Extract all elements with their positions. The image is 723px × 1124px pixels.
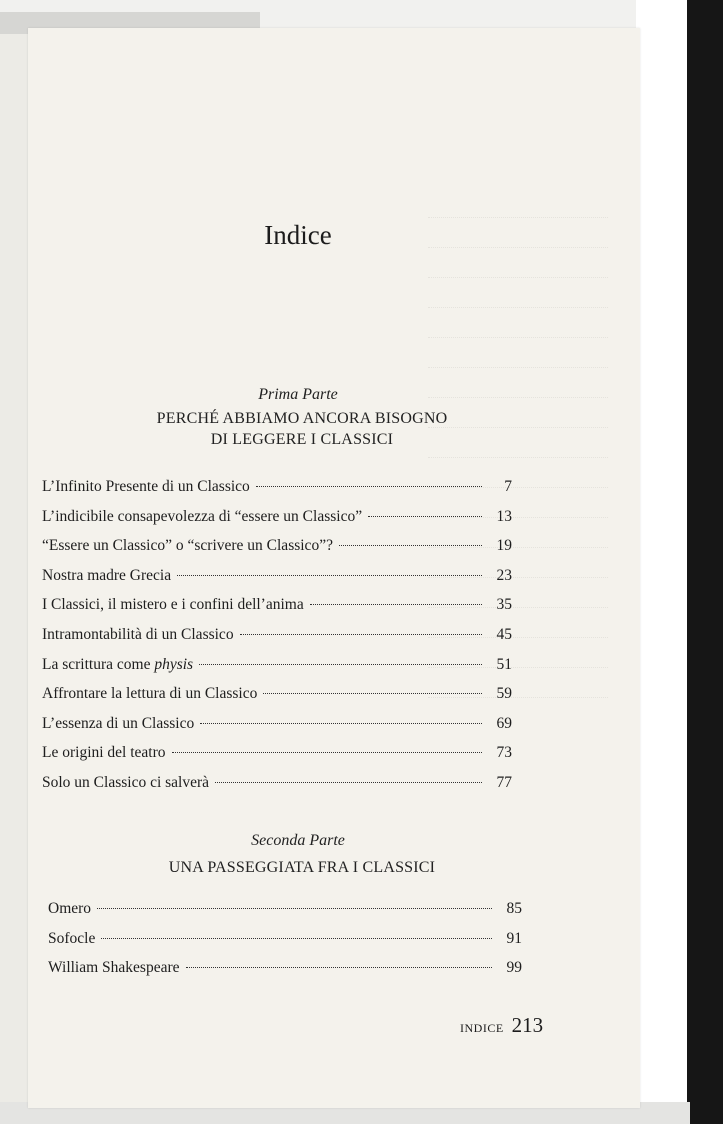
- toc-entry-page: 73: [496, 744, 512, 762]
- toc-entry[interactable]: [42, 478, 512, 508]
- part-one-heading-line-2: DI LEGGERE I CLASSICI: [210, 431, 394, 448]
- toc-entry-title: Affrontare la lettura di un Classico: [42, 685, 258, 703]
- scanner-white-margin: [636, 0, 688, 1124]
- toc-entry-page: 51: [496, 655, 512, 673]
- part-one-heading-line-1: PERCHÉ ABBIAMO ANCORA BISOGNO: [156, 410, 448, 427]
- part-one-heading: [28, 408, 576, 450]
- part-two-heading-line-1: UNA PASSEGGIATA FRA I CLASSICI: [168, 859, 436, 876]
- dot-leader: [97, 908, 492, 909]
- dot-leader: [215, 782, 482, 783]
- toc-entry-title: Solo un Classico ci salverà: [42, 773, 210, 791]
- toc-entry[interactable]: [42, 508, 512, 538]
- toc-entry-page: 45: [496, 625, 512, 643]
- toc-entry[interactable]: [48, 930, 522, 960]
- book-page: [28, 28, 640, 1108]
- toc-entry-title: L’essenza di un Classico: [42, 714, 195, 732]
- footer-section-label: INDICE: [460, 1021, 504, 1035]
- dot-leader: [199, 664, 482, 665]
- toc-entry-title: William Shakespeare: [48, 959, 180, 977]
- dot-leader: [177, 575, 482, 576]
- toc-entry-page: 19: [496, 537, 512, 555]
- toc-entry-title: I Classici, il mistero e i confini dell’anima: [42, 596, 304, 614]
- part-one-label: Prima Parte: [258, 386, 338, 403]
- toc-entry-page: 91: [506, 929, 522, 947]
- toc-entry[interactable]: [42, 567, 512, 597]
- scanner-dark-edge: [687, 0, 723, 1124]
- dot-leader: [263, 693, 482, 694]
- toc-entry-title-roman: La scrittura come: [42, 655, 151, 673]
- toc-entry-title: Intramontabilità di un Classico: [42, 625, 234, 643]
- toc-entry[interactable]: [42, 656, 512, 686]
- toc-entry[interactable]: [42, 537, 512, 567]
- footer-page-number: 213: [511, 1013, 544, 1037]
- toc-entry-page: 69: [496, 714, 512, 732]
- toc-entry-page: 99: [506, 959, 522, 977]
- dot-leader: [186, 967, 492, 968]
- dot-leader: [339, 545, 482, 546]
- toc-entry-title: [42, 656, 193, 674]
- toc-entry[interactable]: [42, 715, 512, 745]
- toc-entry[interactable]: [42, 596, 512, 626]
- dot-leader: [172, 752, 482, 753]
- toc-entry-page: 35: [496, 596, 512, 614]
- dot-leader: [310, 604, 482, 605]
- toc-entry-title: L’indicibile consapevolezza di “essere un Classico”: [42, 507, 363, 525]
- part-two-toc-list: [48, 900, 522, 989]
- part-one-toc-list: [42, 478, 512, 804]
- toc-entry-page: 85: [506, 900, 522, 917]
- part-two-label: Seconda Parte: [251, 832, 345, 849]
- dot-leader: [256, 486, 482, 487]
- dot-leader: [101, 938, 492, 939]
- toc-entry-page: 77: [496, 773, 512, 791]
- toc-entry-title: Sofocle: [48, 929, 96, 947]
- page-footer: [460, 1013, 543, 1038]
- toc-entry-title-italic: physis: [154, 655, 194, 673]
- toc-entry[interactable]: [42, 685, 512, 715]
- toc-entry-page: 59: [496, 685, 512, 703]
- toc-entry-title: “Essere un Classico” o “scrivere un Classico”?: [42, 537, 333, 555]
- toc-entry-title: Nostra madre Grecia: [42, 566, 172, 584]
- part-two-heading: [28, 857, 576, 878]
- toc-entry[interactable]: [42, 774, 512, 804]
- toc-entry[interactable]: [42, 626, 512, 656]
- toc-entry-title: L’Infinito Presente di un Classico: [42, 478, 250, 495]
- toc-entry-page: 7: [504, 478, 512, 495]
- toc-entry-page: 13: [496, 507, 512, 525]
- toc-entry-page: 23: [496, 566, 512, 584]
- toc-entry[interactable]: [48, 900, 522, 930]
- toc-entry-title: Omero: [48, 900, 92, 917]
- toc-entry[interactable]: [48, 959, 522, 989]
- page-title: Indice: [264, 220, 332, 250]
- dot-leader: [368, 516, 482, 517]
- dot-leader: [240, 634, 482, 635]
- toc-entry-title: Le origini del teatro: [42, 744, 166, 762]
- toc-entry[interactable]: [42, 744, 512, 774]
- dot-leader: [200, 723, 482, 724]
